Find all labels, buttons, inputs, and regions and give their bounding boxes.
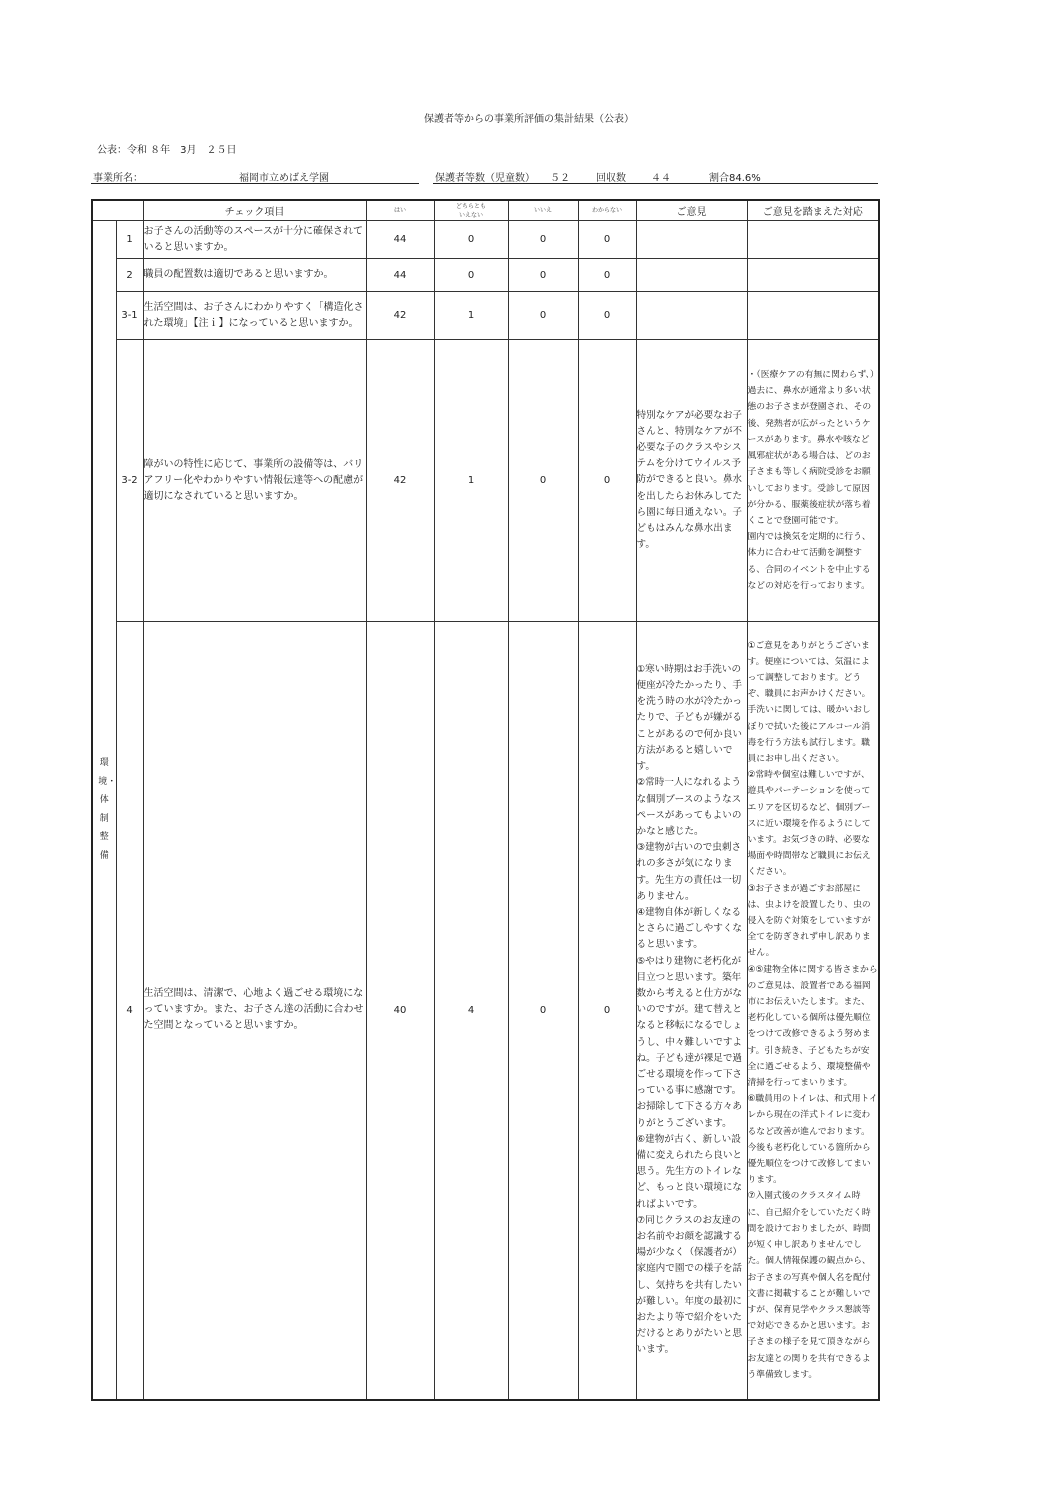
no-count: 0 xyxy=(508,340,578,622)
yes-count: 40 xyxy=(366,622,434,1400)
table-row xyxy=(92,259,879,292)
category-cell xyxy=(92,221,116,1400)
document-title: 保護者等からの事業所評価の集計結果（公表） xyxy=(424,114,634,125)
header-neither: どちらとも いえない xyxy=(434,200,508,221)
row-index: 3-2 xyxy=(116,340,143,622)
office-info xyxy=(91,169,419,184)
row-index: 4 xyxy=(116,622,143,1400)
row-index: 1 xyxy=(116,221,143,259)
unknown-count: 0 xyxy=(578,340,636,622)
unknown-count: 0 xyxy=(578,292,636,340)
check-item: 職員の配置数は適切であると思いますか。 xyxy=(143,259,366,292)
yes-count: 44 xyxy=(366,221,434,259)
table-header-row xyxy=(92,200,879,221)
neither-count: 0 xyxy=(434,259,508,292)
opinion-cell xyxy=(636,221,747,259)
table-row xyxy=(92,622,879,1400)
collected-label: 回収数 xyxy=(596,173,626,184)
unknown-count: 0 xyxy=(578,259,636,292)
neither-count: 1 xyxy=(434,340,508,622)
header-unknown: わからない xyxy=(578,200,636,221)
check-item: お子さんの活動等のスペースが十分に確保されていると思いますか。 xyxy=(143,221,366,259)
yes-count: 42 xyxy=(366,340,434,622)
yes-count: 42 xyxy=(366,292,434,340)
row-index: 3-1 xyxy=(116,292,143,340)
unknown-count: 0 xyxy=(578,221,636,259)
response-ratio: 割合84.6% xyxy=(709,173,761,184)
header-check-item: チェック項目 xyxy=(143,200,366,221)
table-row xyxy=(92,340,879,622)
header-category xyxy=(92,200,143,221)
collected-count: ４４ xyxy=(651,173,671,184)
response-summary xyxy=(433,169,878,184)
no-count: 0 xyxy=(508,259,578,292)
check-item: 生活空間は、清潔で、心地よく過ごせる環境になっていますか。また、お子さん達の活動に合わせた空間となっていると思いますか。 xyxy=(143,622,366,1400)
office-name: 福岡市立めばえ学園 xyxy=(239,173,329,184)
guardian-count-label: 保護者等数（児童数） xyxy=(435,173,535,184)
no-count: 0 xyxy=(508,622,578,1400)
neither-count: 4 xyxy=(434,622,508,1400)
evaluation-table xyxy=(91,199,880,1401)
office-label: 事業所名： xyxy=(93,173,143,184)
header-no: いいえ xyxy=(508,200,578,221)
category-label: 環境・体制整備 xyxy=(98,758,117,861)
guardian-count: ５２ xyxy=(550,173,570,184)
response-cell xyxy=(747,292,879,340)
response-cell xyxy=(747,221,879,259)
opinion-cell: ①寒い時期はお手洗いの便座が冷たかったり、手を洗う時の水が冷たかったりで、子どもが嫌がることがあるので何か良い方法があると嬉しいです。 ②常時一人になれるような個別ブースのようなスペースがあってもよいのかなと感じた。 ③建物が古いので虫刺されの多さが気になります。先生方の責任は一切ありません。 ④建物自体が新しくなるとさらに過ごしやすくなると思います。 ⑤やはり建物に老朽化が目立つと思います。築年数から考えると仕方がないのですが。建て替えとなると移転になるでしょうし、中々難しいですよね。子ども達が裸足で過ごせる環境を作って下さっている事に感謝です。お掃除して下さる方々ありがとうございます。 ⑥建物が古く、新しい設備に変えられたら良いと思う。先生方のトイレなど、もっと良い環境になればよいです。 ⑦同じクラスのお友達のお名前やお顔を認識する場が少なく（保護者が）家庭内で園での様子を話し、気持ちを共有したいが難しい。年度の最初におたより等で紹介をいただけるとありがたいと思います。 xyxy=(636,622,747,1400)
table-row xyxy=(92,292,879,340)
header-opinions: ご意見 xyxy=(636,200,747,221)
publication-date: 公表：令和 ８年 3月 ２５日 xyxy=(97,145,237,156)
table-row xyxy=(92,221,879,259)
neither-count: 0 xyxy=(434,221,508,259)
response-cell xyxy=(747,259,879,292)
check-item: 障がいの特性に応じて、事業所の設備等は、バリアフリー化やわかりやすい情報伝達等への配慮が適切になされていると思いますか。 xyxy=(143,340,366,622)
header-yes: はい xyxy=(366,200,434,221)
opinion-cell xyxy=(636,292,747,340)
neither-count: 1 xyxy=(434,292,508,340)
header-response: ご意見を踏まえた対応 xyxy=(747,200,879,221)
no-count: 0 xyxy=(508,221,578,259)
response-cell: ①ご意見をありがとうございます。便座については、気温によって調整しております。どうぞ、職員にお声かけください。手洗いに関しては、暖かいおしぼりで拭いた後にアルコール消毒を行う方法も試行します。職員にお申し出ください。 ②常時や個室は難しいですが、遊具やパーテーションを使ってエリアを区切るなど、個別ブースに近い環境を作るようにしています。お気づきの時、必要な場面や時間帯など職員にお伝えください。 ③お子さまが過ごすお部屋には、虫よけを設置したり、虫の侵入を防ぐ対策をしていますが全てを防ぎきれず申し訳ありません。 ④⑤建物全体に関する皆さまからのご意見は、設置者である福岡市にお伝えいたします。また、老朽化している個所は優先順位をつけて改修できるよう努めます。引き続き、子どもたちが安全に過ごせるよう、環境整備や清掃を行ってまいります。 ⑥職員用のトイレは、和式用トイレから現在の洋式トイレに変わるなど改善が進んでおります。今後も老朽化している箇所から優先順位をつけて改修してまいります。 ⑦入園式後のクラスタイム時に、自己紹介をしていただく時間を設けておりましたが、時間が短く申し訳ありませんでした。個人情報保護の観点から、お子さまの写真や個人名を配付文書に掲載することが難しいですが、保育見学やクラス懇談等で対応できるかと思います。お子さまの様子を見て頂きながらお友達との関りを共有できるよう準備致します。 xyxy=(747,622,879,1400)
unknown-count: 0 xyxy=(578,622,636,1400)
no-count: 0 xyxy=(508,292,578,340)
check-item: 生活空間は、お子さんにわかりやすく「構造化された環境」【注ｉ】になっていると思いますか。 xyxy=(143,292,366,340)
opinion-cell: 特別なケアが必要なお子さんと、特別なケアが不必要な子のクラスやシステムを分けてウイルス予防ができると良い。鼻水を出したらお休みしてたら園に毎日通えない。子どもはみんな鼻水出ます。 xyxy=(636,340,747,622)
response-cell: ・（医療ケアの有無に関わらず、）過去に、鼻水が通常より多い状態のお子さまが登園され、その後、発熱者が広がったというケースがあります。鼻水や咳など風邪症状がある場合は、どのお子さまも等しく病院受診をお願いしております。受診して原因が分かる、服薬後症状が落ち着くことで登園可能です。 園内では換気を定期的に行う、体力に合わせて活動を調整する、合同のイベントを中止するなどの対応を行っております。 xyxy=(747,340,879,622)
yes-count: 44 xyxy=(366,259,434,292)
opinion-cell xyxy=(636,259,747,292)
row-index: 2 xyxy=(116,259,143,292)
